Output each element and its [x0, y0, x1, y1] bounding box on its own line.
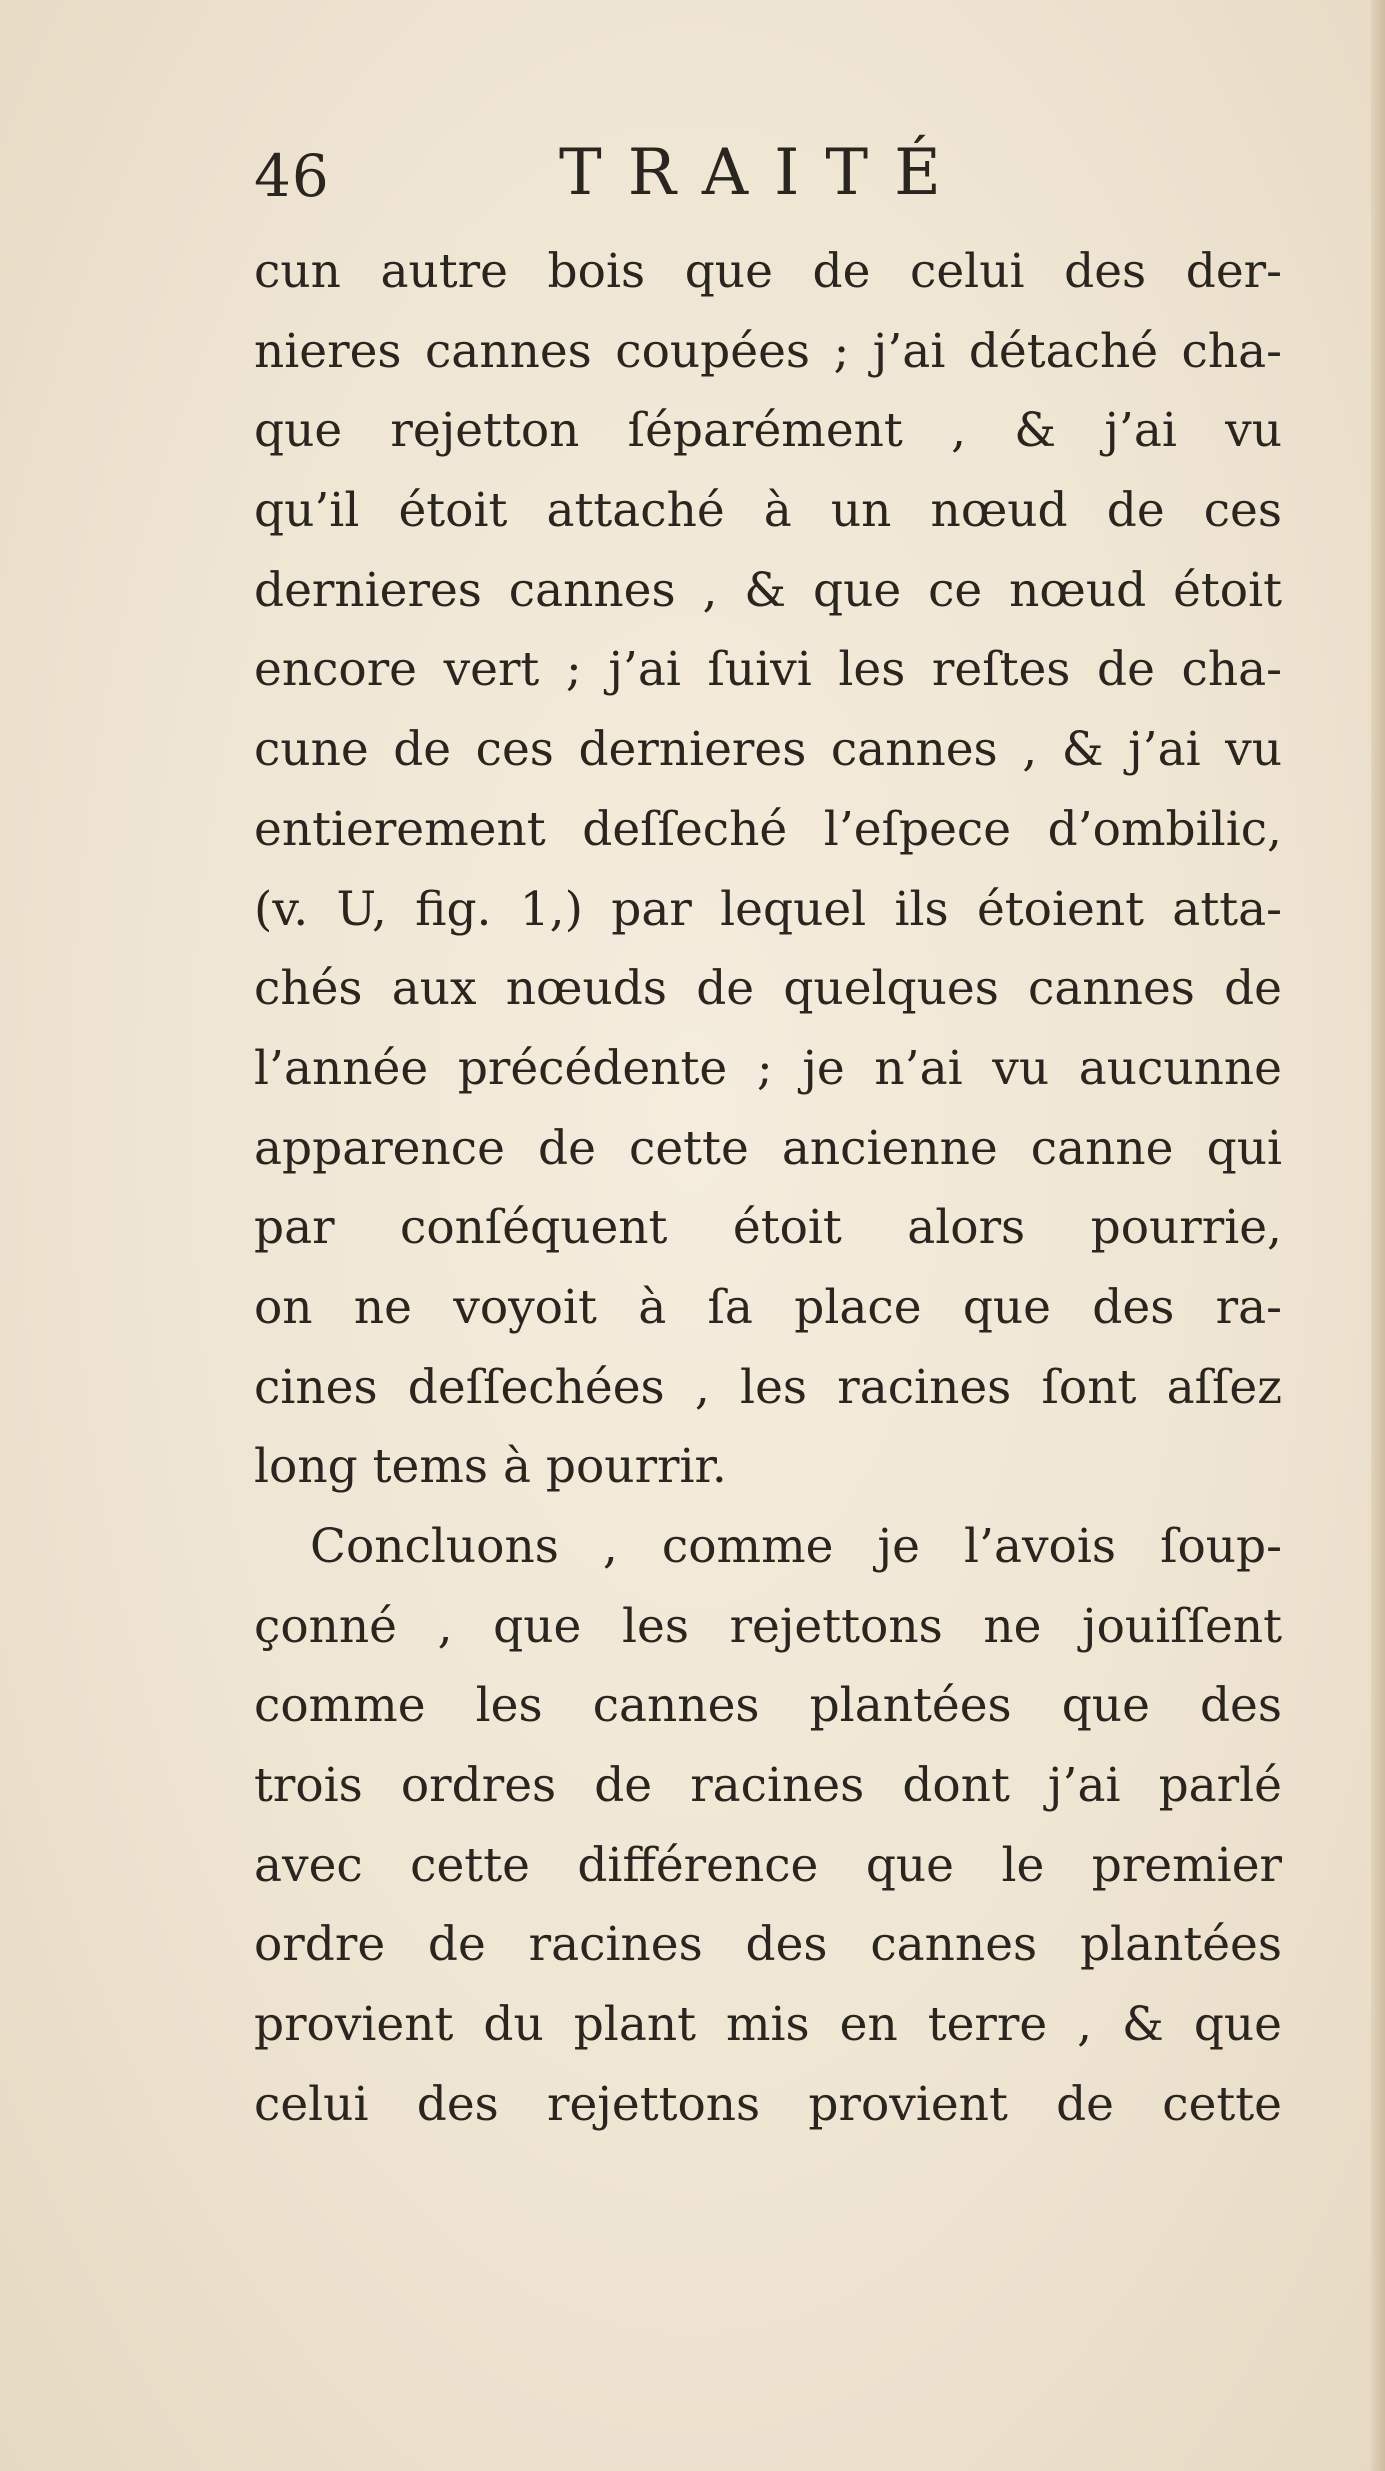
text-line: dernieres cannes , & que ce nœud étoit [254, 562, 1282, 618]
text-line: on ne voyoit à ſa place que des ra- [254, 1279, 1282, 1335]
text-line: par conſéquent étoit alors pourrie, [254, 1200, 1282, 1256]
text-line: cines deſſechées , les racines ſont aſſez [254, 1359, 1282, 1415]
text-line: (v. U, fig. 1,) par lequel ils étoient atta- [254, 881, 1282, 937]
text-line: entierement deſſeché l’eſpece d’ombilic, [254, 801, 1282, 857]
text-line: ordre de racines des cannes plantées [254, 1917, 1282, 1973]
running-head [254, 128, 1014, 218]
body-text [254, 232, 1282, 2145]
text-line: l’année précédente ; je n’ai vu aucunne [254, 1040, 1282, 1096]
text-line: nieres cannes coupées ; j’ai détaché cha- [254, 323, 1282, 379]
text-line: cun autre bois que de celui des der- [254, 244, 1282, 299]
text-line: avec cette différence que le premier [254, 1837, 1282, 1893]
text-line: comme les cannes plantées que des [254, 1678, 1282, 1734]
text-line: chés aux nœuds de quelques cannes de [254, 961, 1282, 1017]
text-line: provient du plant mis en terre , & que [254, 1997, 1282, 2053]
text-line: encore vert ; j’ai ſuivi les reſtes de cha- [254, 642, 1282, 698]
text-line: apparence de cette ancienne canne qui [254, 1120, 1282, 1176]
page-number: 46 [254, 142, 330, 210]
text-line: qu’il étoit attaché à un nœud de ces [254, 483, 1282, 539]
paragraph-start-line: Concluons , comme je l’avois ſoup- [310, 1519, 1282, 1574]
paragraph-end-line: long tems à pourrir. [254, 1439, 727, 1495]
text-line: que rejetton ſéparément , & j’ai vu [254, 403, 1282, 459]
text-line: trois ordres de racines dont j’ai parlé [254, 1758, 1282, 1814]
text-line: cune de ces dernieres cannes , & j’ai vu [254, 722, 1282, 778]
text-line: celui des rejettons provient de cette [254, 2076, 1282, 2132]
text-line: çonné , que les rejettons ne jouiſſent [254, 1598, 1282, 1654]
page-edge [1371, 0, 1385, 2471]
running-title: TRAITÉ [559, 136, 967, 210]
